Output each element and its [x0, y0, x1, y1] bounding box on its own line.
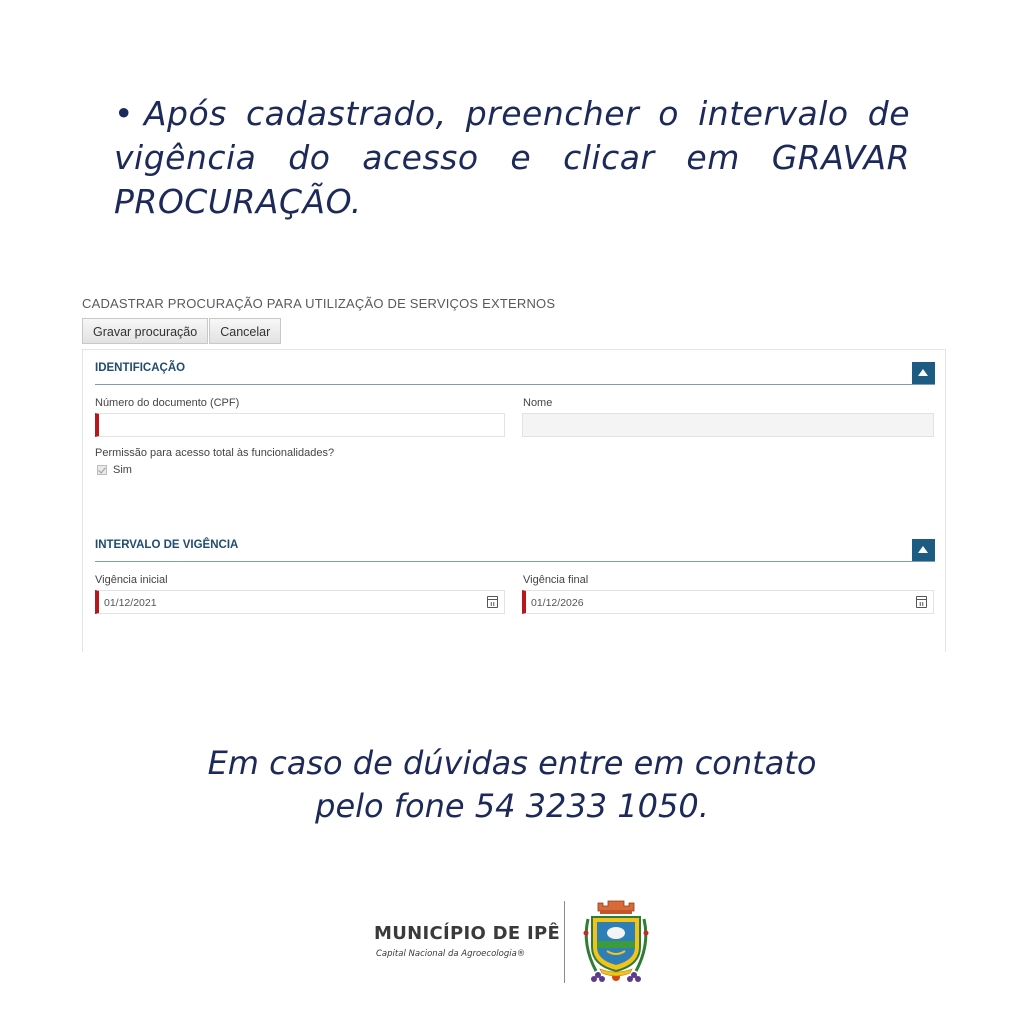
cpf-label: Número do documento (CPF): [95, 397, 240, 409]
municipality-subtitle: Capital Nacional da Agroecologia®: [376, 949, 526, 959]
save-power-of-attorney-button[interactable]: Gravar procuração: [82, 318, 208, 344]
cancel-button[interactable]: Cancelar: [209, 318, 281, 344]
cpf-field[interactable]: [95, 413, 505, 437]
calendar-icon[interactable]: [487, 596, 498, 608]
permissao-checkbox[interactable]: [97, 465, 107, 475]
logo-divider: [564, 901, 565, 983]
nome-label: Nome: [523, 397, 553, 409]
form-panel: [82, 349, 946, 652]
vigencia-inicial-value: 01/12/2021: [104, 597, 157, 609]
instruction-text: [114, 92, 910, 224]
form-title: CADASTRAR PROCURAÇÃO PARA UTILIZAÇÃO DE SERVIÇOS EXTERNOS: [82, 296, 556, 311]
permissao-label: Permissão para acesso total às funcionalidades?: [95, 447, 335, 459]
contact-line-2: pelo fone 54 3233 1050.: [315, 787, 709, 825]
vigencia-inicial-label: Vigência inicial: [95, 574, 168, 586]
nome-field[interactable]: [522, 413, 934, 437]
calendar-icon[interactable]: [916, 596, 927, 608]
section-identificacao-title: IDENTIFICAÇÃO: [95, 362, 186, 374]
instruction-body: Após cadastrado, preencher o intervalo de vigência do acesso e clicar em GRAVAR PROCURAÇÃO.: [114, 94, 910, 221]
section-vigencia-title: INTERVALO DE VIGÊNCIA: [95, 539, 239, 551]
section-identificacao-header: [95, 350, 935, 385]
permissao-option-label: Sim: [113, 464, 132, 476]
instruction-bullet: •: [114, 94, 134, 133]
vigencia-final-field[interactable]: [522, 590, 934, 614]
collapse-identificacao-icon[interactable]: [912, 362, 935, 384]
coat-of-arms-icon: [580, 897, 652, 985]
section-vigencia-header: [95, 527, 935, 562]
collapse-vigencia-icon[interactable]: [912, 539, 935, 561]
vigencia-final-value: 01/12/2026: [531, 597, 584, 609]
municipality-name: MUNICÍPIO DE IPÊ: [374, 923, 561, 944]
permissao-option[interactable]: [97, 464, 132, 476]
municipality-logo: [374, 897, 664, 989]
vigencia-final-label: Vigência final: [523, 574, 589, 586]
contact-line-1: Em caso de dúvidas entre em contato: [207, 744, 817, 782]
form-toolbar: [82, 318, 281, 344]
vigencia-inicial-field[interactable]: [95, 590, 505, 614]
contact-text: [0, 742, 1024, 828]
